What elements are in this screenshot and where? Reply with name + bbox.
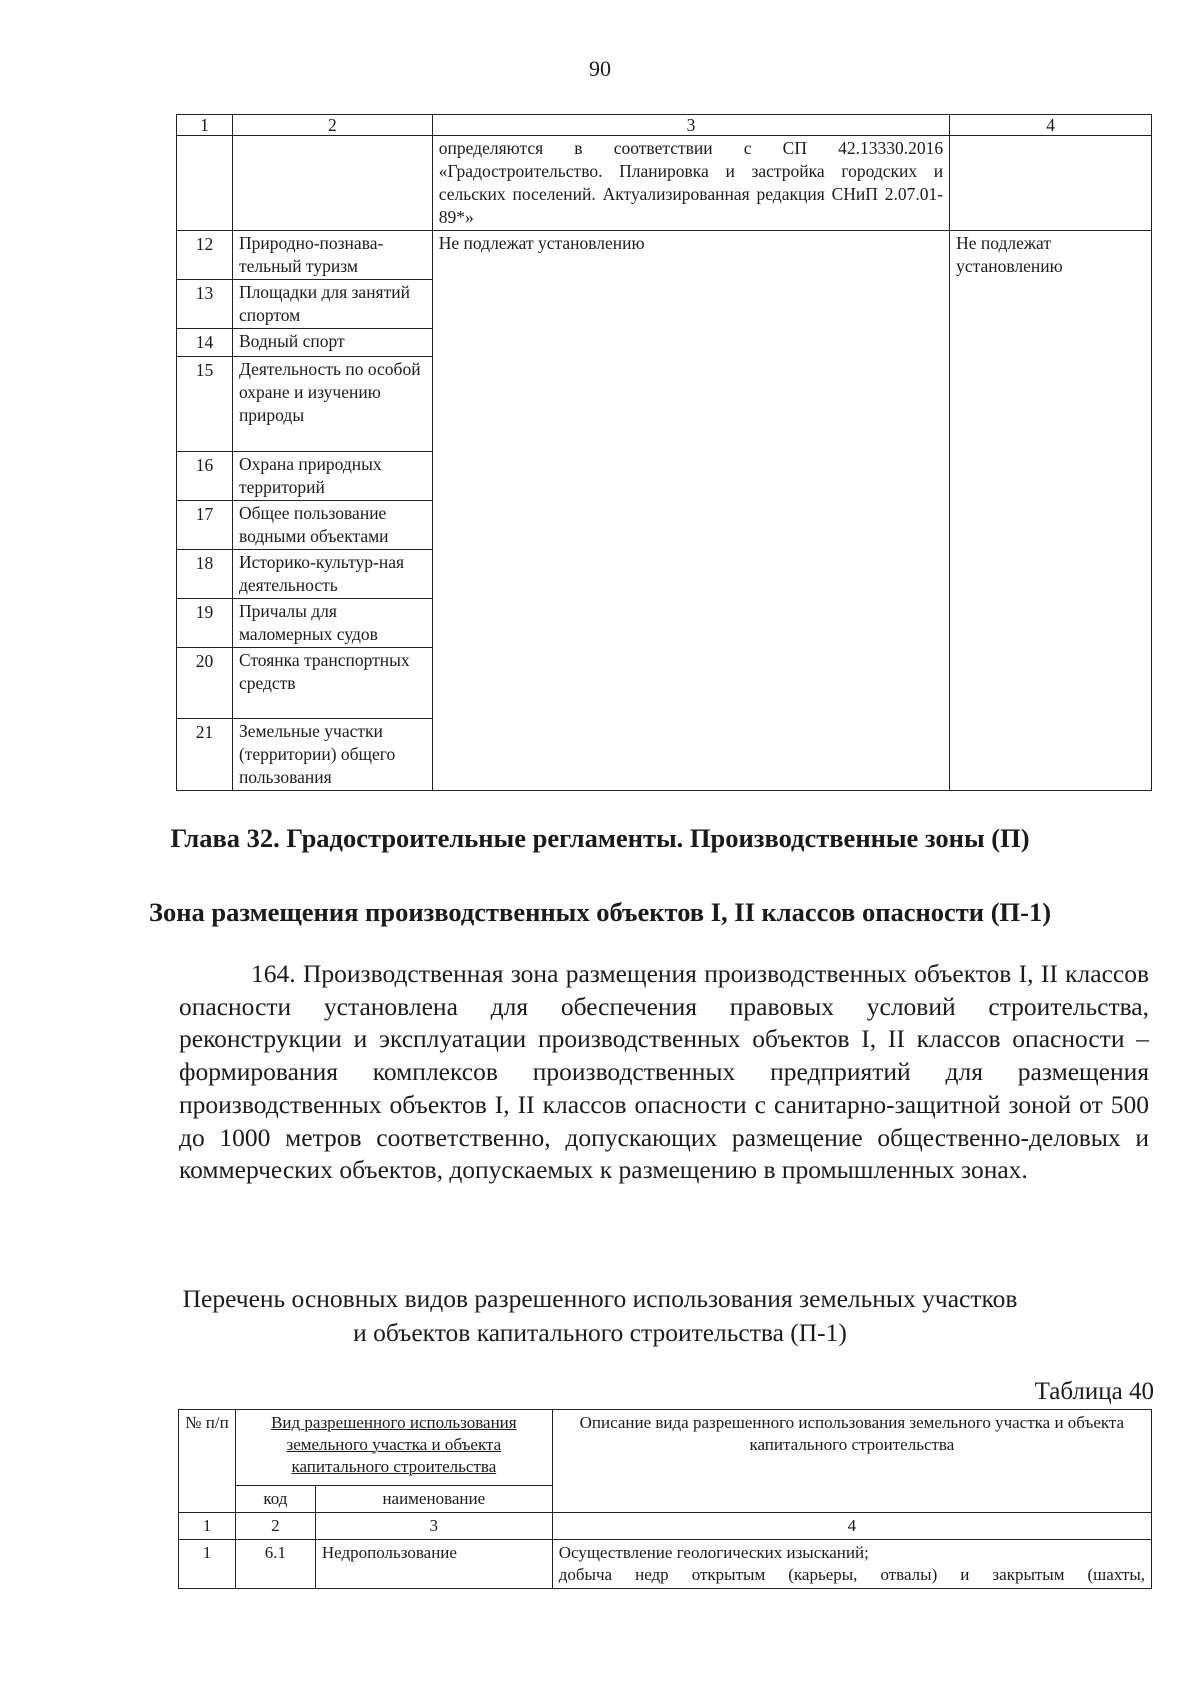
row-number: 1 xyxy=(179,1540,236,1589)
column-number: 2 xyxy=(232,115,432,136)
table-row xyxy=(179,1540,1152,1589)
table-header-row xyxy=(177,115,1152,136)
column-number: 1 xyxy=(179,1513,236,1540)
description-line: Осуществление геологических изысканий; xyxy=(558,1543,869,1562)
paragraph-164: 164. Производственная зона размещения производственных объектов I, II классов опасности установлена для обеспечения правовых условий строительства, реконструкции и эксплуатации производственных объектов I, II классов опасности – формирования комплексов производственных предприятий для размещения производственных объектов I, II классов опасности с санитарно-защитной зоной от 500 до 1000 метров соответственно, допускающих размещение общественно-деловых и коммерческих объектов, допускаемых к размещению в промышленных зонах. xyxy=(179,959,1149,1185)
chapter-title: Глава 32. Градостроительные регламенты. Производственные зоны (П) xyxy=(170,823,1030,853)
row-number: 12 xyxy=(177,231,233,280)
row-number: 16 xyxy=(177,452,233,501)
table-row xyxy=(177,136,1152,231)
row-number: 14 xyxy=(177,329,233,357)
use-name: Недропользование xyxy=(315,1540,552,1589)
use-name: Площадки для занятий спортом xyxy=(232,280,432,329)
header-name: наименование xyxy=(315,1486,552,1513)
use-name: Деятельность по особой охране и изучению природы xyxy=(232,357,432,452)
use-name: Историко-культур-ная деятельность xyxy=(232,550,432,599)
header-description: Описание вида разрешенного использования земельного участка и объекта капитального строительства xyxy=(552,1410,1151,1513)
page-number: 90 xyxy=(589,56,611,81)
column-number: 2 xyxy=(235,1513,315,1540)
row-number: 18 xyxy=(177,550,233,599)
use-name: Водный спорт xyxy=(232,329,432,357)
header-code: код xyxy=(235,1486,315,1513)
header-number: № п/п xyxy=(179,1410,236,1513)
zone-title: Зона размещения производственных объектов I, II классов опасности (П-1) xyxy=(148,897,1052,927)
parameters-cell: Не подлежат установлению xyxy=(432,231,949,791)
description-line: добыча недр открытым (карьеры, отвалы) и закрытым (шахты, xyxy=(558,1565,1145,1584)
column-numbers-row xyxy=(179,1513,1152,1540)
column-number: 3 xyxy=(432,115,949,136)
use-name: Природно-познава-тельный туризм xyxy=(232,231,432,280)
use-name: Общее пользование водными объектами xyxy=(232,501,432,550)
row-number: 13 xyxy=(177,280,233,329)
use-name: Причалы для маломерных судов xyxy=(232,599,432,648)
table-row xyxy=(177,231,1152,280)
continuation-text: определяются в соответствии с СП 42.13330.2016 «Градостроительство. Планировка и застройка городских и сельских поселений. Актуализированная редакция СНиП 2.07.01-89*» xyxy=(432,136,949,231)
restrictions-cell: Не подлежат установлению xyxy=(950,231,1152,791)
header-use-kind: Вид разрешенного использования земельного участка и объекта капитального строительства xyxy=(235,1410,552,1486)
use-code: 6.1 xyxy=(235,1540,315,1589)
row-number: 15 xyxy=(177,357,233,452)
row-number: 19 xyxy=(177,599,233,648)
use-name: Охрана природных территорий xyxy=(232,452,432,501)
table-label: Таблица 40 xyxy=(1034,1378,1154,1405)
row-number: 17 xyxy=(177,501,233,550)
use-name: Земельные участки (территории) общего пользования xyxy=(232,719,432,791)
column-number: 4 xyxy=(950,115,1152,136)
use-description xyxy=(552,1540,1151,1589)
use-name: Стоянка транспортных средств xyxy=(232,648,432,719)
main-permitted-uses-table xyxy=(178,1409,1152,1589)
row-number: 20 xyxy=(177,648,233,719)
permitted-use-table-continued xyxy=(176,114,1152,791)
list-title-line-1: Перечень основных видов разрешенного использования земельных участков xyxy=(182,1284,1018,1313)
list-title-line-2: и объектов капитального строительства (П-1) xyxy=(353,1318,847,1347)
table-header-row xyxy=(179,1410,1152,1486)
column-number: 4 xyxy=(552,1513,1151,1540)
row-number: 21 xyxy=(177,719,233,791)
column-number: 3 xyxy=(315,1513,552,1540)
column-number: 1 xyxy=(177,115,233,136)
